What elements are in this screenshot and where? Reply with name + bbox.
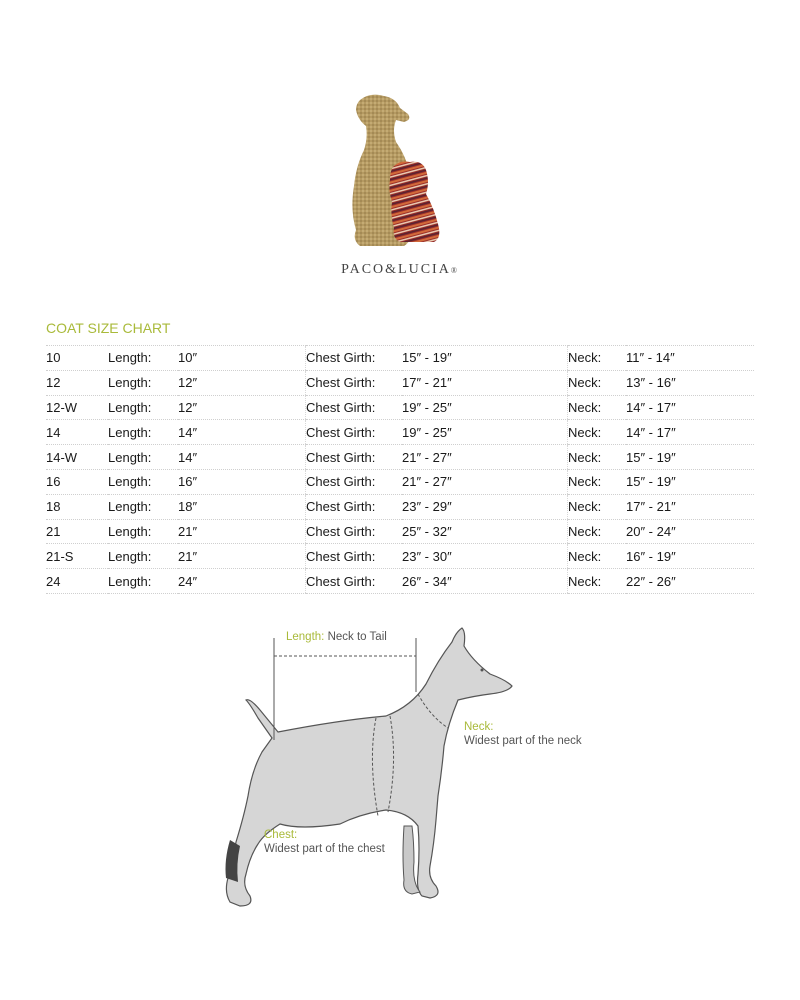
chest-value-cell: 17″ - 21″	[402, 370, 568, 395]
chest-label-cell: Chest Girth:	[306, 469, 403, 494]
table-row	[46, 370, 754, 395]
chest-label-cell: Chest Girth:	[306, 395, 403, 420]
neck-label-cell: Neck:	[568, 420, 627, 445]
neck-value-cell: 13″ - 16″	[626, 370, 754, 395]
size-cell: 10	[46, 346, 108, 371]
chest-value-cell: 19″ - 25″	[402, 420, 568, 445]
neck-label-cell: Neck:	[568, 519, 627, 544]
size-cell: 16	[46, 469, 108, 494]
chest-label-cell: Chest Girth:	[306, 445, 403, 470]
length-value-cell: 16″	[178, 469, 306, 494]
neck-label-cell: Neck:	[568, 569, 627, 594]
neck-label-cell: Neck:	[568, 395, 627, 420]
chest-value-cell: 21″ - 27″	[402, 469, 568, 494]
length-value-cell: 12″	[178, 395, 306, 420]
neck-value-cell: 16″ - 19″	[626, 544, 754, 569]
table-row	[46, 346, 754, 371]
table-row	[46, 469, 754, 494]
chest-label: Chest: Widest part of the chest	[264, 829, 385, 855]
length-label-cell: Length:	[108, 544, 178, 569]
length-label: Length: Neck to Tail	[286, 631, 387, 643]
chest-label-cell: Chest Girth:	[306, 519, 403, 544]
size-cell: 12	[46, 370, 108, 395]
neck-label: Neck: Widest part of the neck	[464, 721, 582, 747]
neck-label-cell: Neck:	[568, 469, 627, 494]
dog-measurement-illustration	[190, 620, 610, 920]
length-value-cell: 18″	[178, 494, 306, 519]
chest-label-cell: Chest Girth:	[306, 544, 403, 569]
table-row	[46, 569, 754, 594]
length-label-cell: Length:	[108, 370, 178, 395]
length-label-cell: Length:	[108, 519, 178, 544]
table-row	[46, 445, 754, 470]
chart-title: COAT SIZE CHART	[46, 320, 171, 336]
size-cell: 18	[46, 494, 108, 519]
size-cell: 12-W	[46, 395, 108, 420]
length-label-cell: Length:	[108, 569, 178, 594]
table-row	[46, 494, 754, 519]
chest-value-cell: 21″ - 27″	[402, 445, 568, 470]
chest-value-cell: 19″ - 25″	[402, 395, 568, 420]
neck-value-cell: 15″ - 19″	[626, 469, 754, 494]
size-cell: 21-S	[46, 544, 108, 569]
chest-label-cell: Chest Girth:	[306, 346, 403, 371]
chest-value-cell: 15″ - 19″	[402, 346, 568, 371]
length-value-cell: 14″	[178, 420, 306, 445]
table-row	[46, 395, 754, 420]
length-value-cell: 24″	[178, 569, 306, 594]
measurement-diagram	[190, 620, 610, 920]
length-label-cell: Length:	[108, 395, 178, 420]
neck-value-cell: 22″ - 26″	[626, 569, 754, 594]
length-value-cell: 21″	[178, 519, 306, 544]
length-value-cell: 12″	[178, 370, 306, 395]
length-value-cell: 14″	[178, 445, 306, 470]
length-label-cell: Length:	[108, 494, 178, 519]
length-value-cell: 21″	[178, 544, 306, 569]
chest-label-cell: Chest Girth:	[306, 494, 403, 519]
size-cell: 14-W	[46, 445, 108, 470]
chest-label-cell: Chest Girth:	[306, 370, 403, 395]
size-cell: 24	[46, 569, 108, 594]
dog-body	[226, 628, 512, 906]
chest-value-cell: 23″ - 30″	[402, 544, 568, 569]
neck-value-cell: 17″ - 21″	[626, 494, 754, 519]
table-row	[46, 420, 754, 445]
neck-label-cell: Neck:	[568, 370, 627, 395]
brand-logo	[330, 90, 470, 280]
neck-label-cell: Neck:	[568, 494, 627, 519]
neck-label-cell: Neck:	[568, 346, 627, 371]
neck-label-cell: Neck:	[568, 544, 627, 569]
neck-value-cell: 14″ - 17″	[626, 420, 754, 445]
chest-value-cell: 23″ - 29″	[402, 494, 568, 519]
length-label-cell: Length:	[108, 420, 178, 445]
neck-value-cell: 15″ - 19″	[626, 445, 754, 470]
brand-name: PACO&LUCIA®	[341, 262, 459, 277]
chest-value-cell: 26″ - 34″	[402, 569, 568, 594]
length-label-cell: Length:	[108, 469, 178, 494]
neck-value-cell: 14″ - 17″	[626, 395, 754, 420]
length-label-cell: Length:	[108, 346, 178, 371]
neck-value-cell: 20″ - 24″	[626, 519, 754, 544]
size-cell: 14	[46, 420, 108, 445]
dog-silhouette-logo-icon	[330, 90, 470, 260]
neck-value-cell: 11″ - 14″	[626, 346, 754, 371]
neck-label-cell: Neck:	[568, 445, 627, 470]
size-table	[46, 345, 754, 594]
table-row	[46, 519, 754, 544]
table-row	[46, 544, 754, 569]
length-value-cell: 10″	[178, 346, 306, 371]
chest-value-cell: 25″ - 32″	[402, 519, 568, 544]
size-cell: 21	[46, 519, 108, 544]
length-label-cell: Length:	[108, 445, 178, 470]
chest-label-cell: Chest Girth:	[306, 420, 403, 445]
chest-label-cell: Chest Girth:	[306, 569, 403, 594]
